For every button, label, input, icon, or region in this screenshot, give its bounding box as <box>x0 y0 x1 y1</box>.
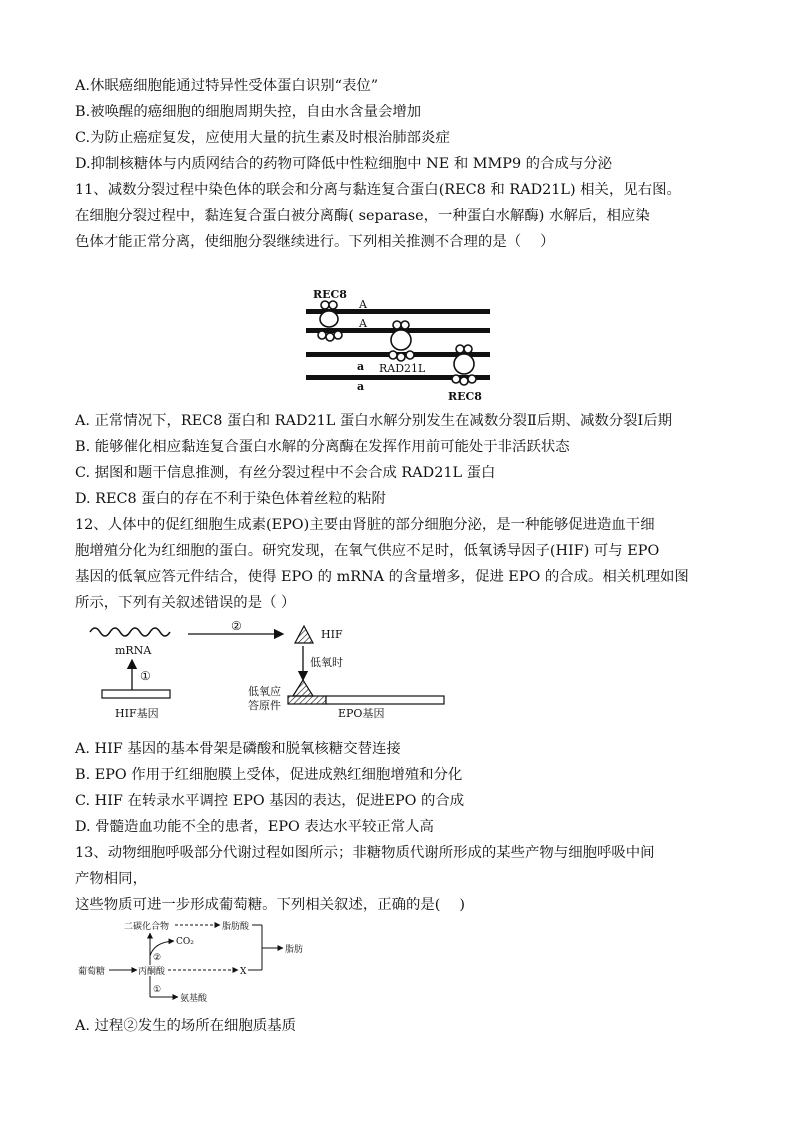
rec8-label-top: REC8 <box>313 288 347 301</box>
epo-gene-box <box>326 696 444 704</box>
q11-stem-line-3: 色体才能正常分离，使细胞分裂继续进行。下列相关推测不合理的是（ ） <box>75 234 555 250</box>
step-1-label: ① <box>140 669 151 683</box>
q12-stem-line-1: 12、人体中的促红细胞生成素(EPO)主要由肾脏的部分细胞分泌，是一种能够促进造血干细 <box>75 517 655 533</box>
step-2-label: ② <box>231 619 242 633</box>
q12-option-c: C. HIF 在转录水平调控 EPO 基因的表达，促进EPO 的合成 <box>75 793 465 809</box>
step-2-label: ② <box>153 953 162 963</box>
q13-metabolism-figure <box>78 918 338 1004</box>
q11-option-d: D. REC8 蛋白的存在不利于染色体着丝粒的粘附 <box>75 491 386 507</box>
q12-option-d: D. 骨髓造血功能不全的患者，EPO 表达水平较正常人高 <box>75 819 434 835</box>
q11-chromosome-figure <box>300 282 500 404</box>
q10-option-a: A.休眠癌细胞能通过特异性受体蛋白识别“表位” <box>75 78 379 94</box>
c2-compound-label: 二碳化合物 <box>124 922 170 932</box>
q12-option-a: A. HIF 基因的基本骨架是磷酸和脱氧核糖交替连接 <box>75 741 401 757</box>
step-1-label: ① <box>153 985 162 995</box>
pyruvate-label: 丙酮酸 <box>138 967 166 977</box>
allele-label: a <box>357 360 365 373</box>
hre-label-line-1: 低氧应 <box>248 685 281 698</box>
q11-option-b: B. 能够催化相应黏连复合蛋白水解的分离酶在发挥作用前可能处于非活跃状态 <box>75 439 570 455</box>
hif-gene-box <box>102 690 170 698</box>
low-oxygen-label: 低氧时 <box>310 656 343 669</box>
q13-stem-line-1: 13、动物细胞呼吸部分代谢过程如图所示；非糖物质代谢所形成的某些产物与细胞呼吸中间 <box>75 845 655 861</box>
mrna-label: mRNA <box>115 644 152 657</box>
amino-acid-label: 氨基酸 <box>180 994 208 1004</box>
allele-label: A <box>359 317 367 330</box>
fat-label: 脂肪 <box>285 945 304 955</box>
glucose-label: 葡萄糖 <box>78 967 106 977</box>
q10-option-c: C.为防止癌症复发，应使用大量的抗生素及时根治肺部炎症 <box>75 130 450 146</box>
rec8-label-bottom: REC8 <box>448 390 482 403</box>
rad21l-label: RAD21L <box>379 362 426 375</box>
q13-stem-line-2: 产物相同， <box>75 871 147 887</box>
x-label: X <box>240 967 247 977</box>
hif-label: HIF <box>321 628 343 641</box>
hre-label-line-2: 答原件 <box>248 699 281 712</box>
mrna-wave <box>90 628 170 636</box>
hif-bound-protein <box>293 680 313 696</box>
rec8-protein-right <box>452 345 476 385</box>
q11-stem-line-1: 11、减数分裂过程中染色体的联会和分离与黏连复合蛋白(REC8 和 RAD21L) 相关，见右图。 <box>75 182 681 198</box>
hre-element <box>288 696 326 704</box>
q12-epo-mechanism-figure <box>85 618 455 726</box>
q12-stem-line-3: 基因的低氧应答元件结合，使得 EPO 的 mRNA 的含量增多，促进 EPO 的合成。相关机理如图 <box>75 569 689 585</box>
q12-stem-line-4: 所示，下列有关叙述错误的是（ ） <box>75 595 296 611</box>
q10-option-b: B.被唤醒的癌细胞的细胞周期失控，自由水含量会增加 <box>75 104 422 120</box>
q12-stem-line-2: 胞增殖分化为红细胞的蛋白。研究发现，在氧气供应不足时，低氧诱导因子(HIF) 可与 EPO <box>75 543 660 559</box>
epo-gene-label: EPO基因 <box>338 707 385 720</box>
allele-label: A <box>359 298 367 311</box>
hif-gene-label: HIF基因 <box>115 707 159 720</box>
q10-option-d: D.抑制核糖体与内质网结合的药物可降低中性粒细胞中 NE 和 MMP9 的合成与分泌 <box>75 156 613 172</box>
rad21l-protein <box>389 321 414 361</box>
q13-option-a: A. 过程②发生的场所在细胞质基质 <box>75 1018 297 1034</box>
allele-label: a <box>357 380 365 393</box>
q13-stem-line-3: 这些物质可进一步形成葡萄糖。下列相关叙述，正确的是( ) <box>75 897 465 913</box>
co2-label: CO₂ <box>176 937 194 947</box>
q11-stem-line-2: 在细胞分裂过程中，黏连复合蛋白被分离酶( separase，一种蛋白水解酶) 水解后，相应染 <box>75 208 650 224</box>
q12-option-b: B. EPO 作用于红细胞膜上受体，促进成熟红细胞增殖和分化 <box>75 767 463 783</box>
hif-protein <box>295 626 313 643</box>
q11-option-a: A. 正常情况下，REC8 蛋白和 RAD21L 蛋白水解分别发生在减数分裂Ⅱ后期、减数分裂Ⅰ后期 <box>75 413 672 429</box>
fatty-acid-label: 脂肪酸 <box>222 922 250 932</box>
q11-option-c: C. 据图和题干信息推测，有丝分裂过程中不会合成 RAD21L 蛋白 <box>75 465 496 481</box>
rec8-protein-left <box>318 301 342 341</box>
